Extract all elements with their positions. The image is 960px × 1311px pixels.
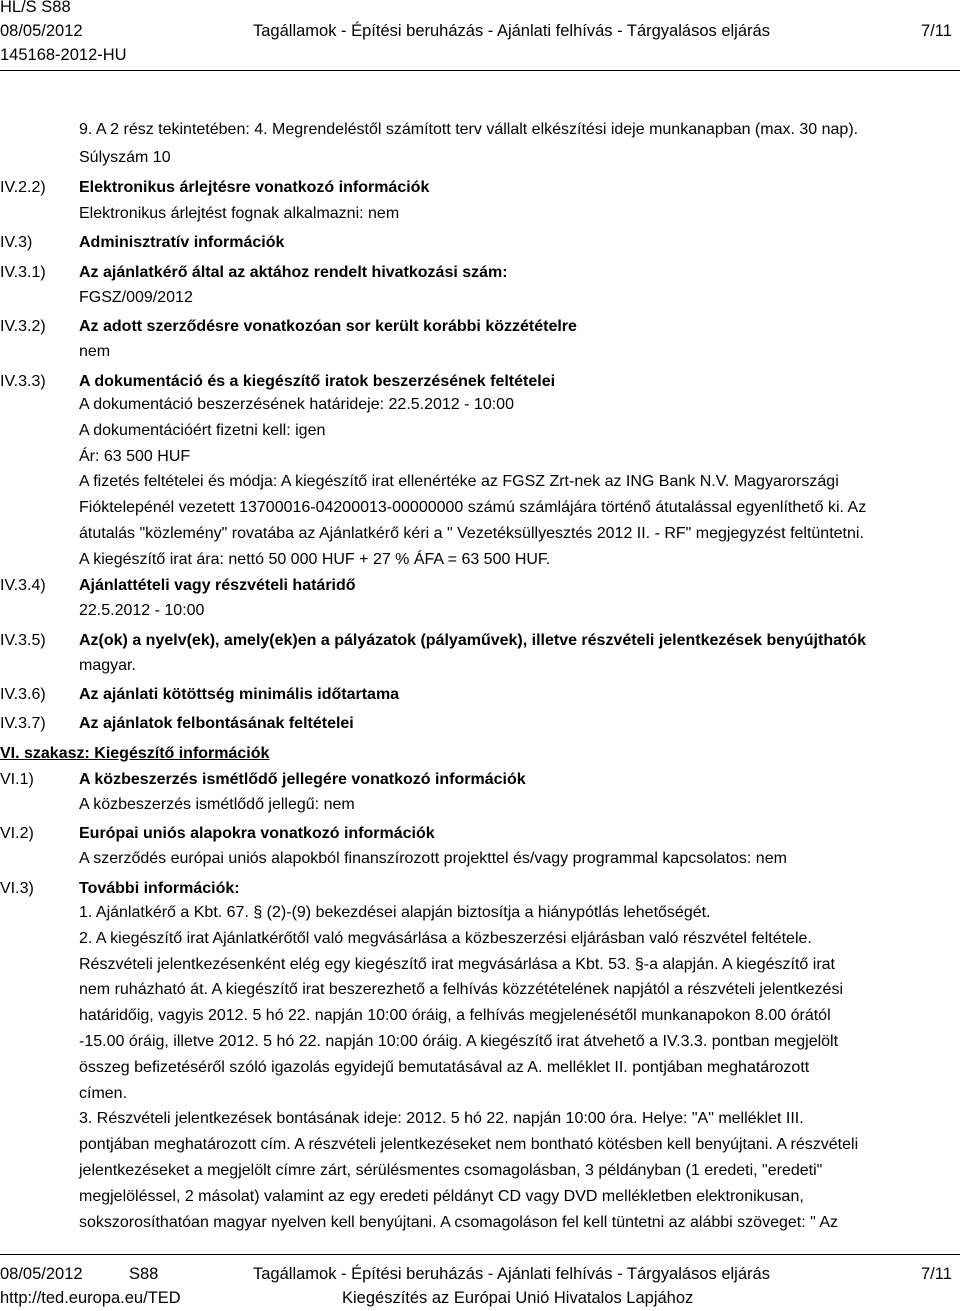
heading-vi2: Európai uniós alapokra vonatkozó információk [79,825,435,842]
intro-line-1: 9. A 2 rész tekintetében: 4. Megrendeléstől számított terv vállalt elkészítési ideje munkanapban (max. 30 nap). [79,121,859,138]
heading-iv35: Az(ok) a nyelv(ek), amely(ek)en a pályázatok (pályaművek), illetve részvételi jelentkezések benyújthatók [79,632,866,649]
section-number-iv37: IV.3.7) [0,715,46,732]
paragraph-line: 2. A kiegészítő irat Ajánlatkérőtől való megvásárlása a közbeszerzési eljárásban való részvétel feltétele. [79,929,812,947]
section-number-vi3: VI.3) [0,880,34,897]
header-page-number: 7/11 [921,22,952,40]
text-iv31: FGSZ/009/2012 [79,289,193,306]
section-number-iv32: IV.3.2) [0,318,46,335]
section-number-iv35: IV.3.5) [0,632,46,649]
text-iv22: Elektronikus árlejtést fognak alkalmazni: nem [79,205,400,222]
text-vi1: A közbeszerzés ismétlődő jellegű: nem [79,796,355,813]
section-number-vi1: VI.1) [0,771,34,788]
paragraph-line: jelentkezéseket a megjelölt címre zárt, sérülésmentes csomagolásban, 3 példányban (1 eredeti, "eredeti" [79,1161,823,1179]
header-title: Tagállamok - Építési beruházás - Ajánlati felhívás - Tárgyalásos eljárás [253,22,770,40]
intro-line-2: Súlyszám 10 [79,149,171,166]
header-rule [0,70,960,71]
section-number-iv31: IV.3.1) [0,264,46,281]
text-iv34: 22.5.2012 - 10:00 [79,602,205,619]
section-number-iv36: IV.3.6) [0,686,46,703]
paragraph-line: A kiegészítő irat ára: nettó 50 000 HUF + 27 % ÁFA = 63 500 HUF. [79,550,551,568]
paragraph-iv33 [79,392,959,573]
header-date: 08/05/2012 [0,22,83,40]
footer-subtitle: Kiegészítés az Európai Unió Hivatalos Lapjához [342,1289,694,1307]
paragraph-line: A dokumentáció beszerzésének határideje: 22.5.2012 - 10:00 [79,396,514,413]
paragraph-line: 3. Részvételi jelentkezések bontásának ideje: 2012. 5 hó 22. napján 10:00 óra. Helye: "A" melléklet III. [79,1110,804,1128]
header-reference-number: 145168-2012-HU [0,46,127,64]
heading-iv3: Adminisztratív információk [79,234,285,251]
header-doc-code: HL/S S88 [0,0,71,16]
paragraph-line: A fizetés feltételei és módja: A kiegészítő irat ellenértéke az FGSZ Zrt-nek az ING Bank N.V. Magyarországi [79,473,839,491]
paragraph-line: 1. Ajánlatkérő a Kbt. 67. § (2)-(9) bekezdései alapján biztosítja a hiánypótlás lehetőségét. [79,904,711,921]
heading-vi3: További információk: [79,880,240,897]
paragraph-line: címen. [79,1084,128,1102]
paragraph-vi3 [79,900,959,1235]
heading-iv31: Az ajánlatkérő által az aktához rendelt hivatkozási szám: [79,264,508,281]
paragraph-line: megjelöléssel, 2 másolat) valamint az egy eredeti példányt CD vagy DVD mellékletben elektronikusan, [79,1187,804,1205]
paragraph-line: -15.00 óráig, illetve 2012. 5 hó 22. napján 10:00 óráig. A kiegészítő irat átvehető a IV.3.3. pontban megjelölt [79,1032,839,1050]
paragraph-line: határidőig, vagyis 2012. 5 hó 22. napján 10:00 óráig, a felhívás megjelenésétől munkanapokon 8.00 órától [79,1007,831,1025]
paragraph-line: Ár: 63 500 HUF [79,447,191,465]
footer-title: Tagállamok - Építési beruházás - Ajánlati felhívás - Tárgyalásos eljárás [253,1265,770,1283]
heading-iv36: Az ajánlati kötöttség minimális időtartama [79,686,400,703]
section-number-iv3: IV.3) [0,234,33,251]
footer-url[interactable]: http://ted.europa.eu/TED [0,1289,181,1307]
footer-rule [0,1254,960,1255]
heading-iv32: Az adott szerződésre vonatkozóan sor került korábbi közzétételre [79,318,577,335]
heading-iv34: Ajánlattételi vagy részvételi határidő [79,577,356,594]
section-number-iv33: IV.3.3) [0,373,46,390]
section-number-vi2: VI.2) [0,825,34,842]
paragraph-line: Részvételi jelentkezésenként elég egy kiegészítő irat megvásárlása a Kbt. 53. §-a alapján. A kiegészítő irat [79,955,835,973]
heading-iv33: A dokumentáció és a kiegészítő iratok beszerzésének feltételei [79,373,556,390]
heading-vi1: A közbeszerzés ismétlődő jellegére vonatkozó információk [79,771,526,788]
text-iv32: nem [79,343,111,360]
paragraph-line: sokszorosíthatóan magyar nyelven kell benyújtani. A csomagoláson fel kell tüntetni az alábbi szöveget: " Az [79,1213,839,1231]
paragraph-line: összeg befizetéséről szóló igazolás egyidejű bemutatásával az A. melléklet II. pontjában meghatározott [79,1058,810,1076]
paragraph-line: pontjában meghatározott cím. A részvételi jelentkezéseket nem bontható kötésben kell benyújtani. A részvételi [79,1136,859,1154]
text-vi2: A szerződés európai uniós alapokból finanszírozott projekttel és/vagy programmal kapcsolatos: nem [79,850,787,867]
section-number-iv34: IV.3.4) [0,577,46,594]
text-iv35: magyar. [79,657,136,674]
paragraph-line: A dokumentációért fizetni kell: igen [79,421,326,439]
footer-code: S88 [129,1265,159,1283]
section-number-iv22: IV.2.2) [0,179,46,196]
heading-iv37: Az ajánlatok felbontásának feltételei [79,715,354,732]
paragraph-line: nem ruházható át. A kiegészítő irat beszerezhető a felhívás közzétételének napjától a részvételi jelentkezési [79,981,843,999]
paragraph-line: Fióktelepénél vezetett 13700016-04200013-00000000 számú számlájára történő átutalással egyenlíthető ki. Az [79,499,867,517]
footer-page-number: 7/11 [921,1265,952,1283]
section-vi-title: VI. szakasz: Kiegészítő információk [0,745,270,762]
footer-date: 08/05/2012 [0,1265,83,1283]
heading-iv22: Elektronikus árlejtésre vonatkozó információk [79,179,430,196]
paragraph-line: átutalás "közlemény" rovatába az Ajánlatkérő kéri a " Vezetéksüllyesztés 2012 II. - RF" megjegyzést feltüntetni. [79,524,864,542]
